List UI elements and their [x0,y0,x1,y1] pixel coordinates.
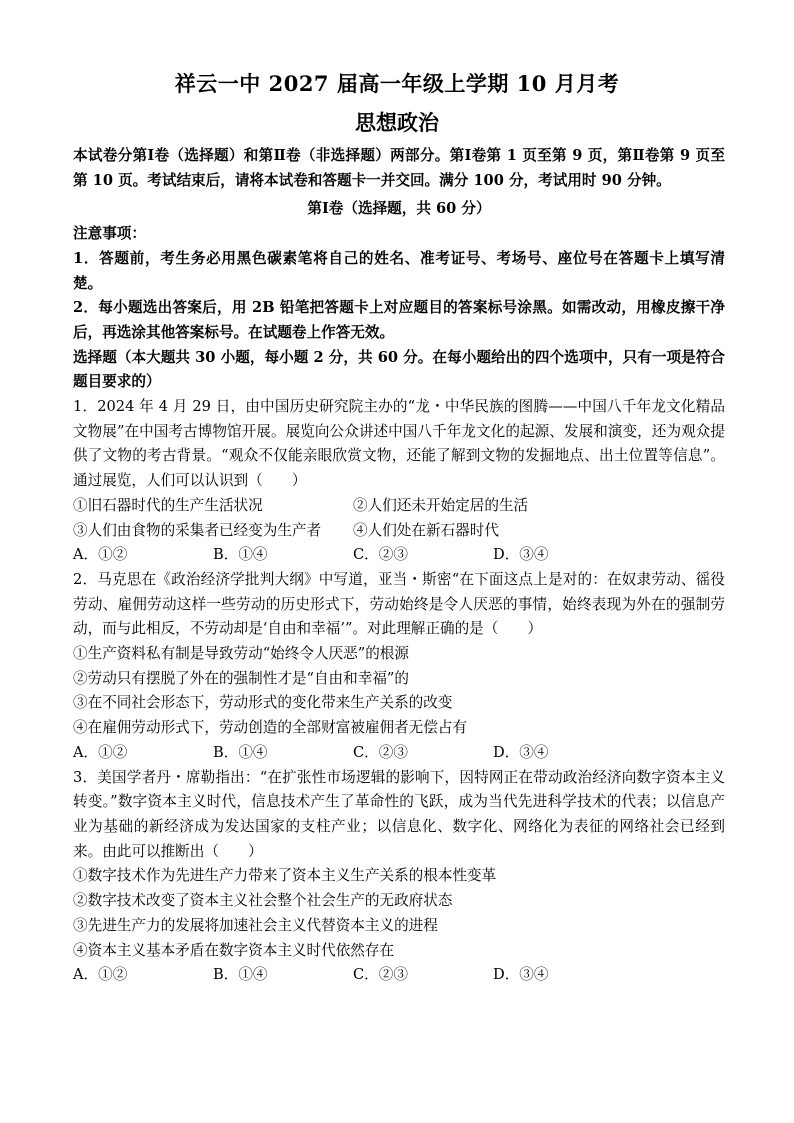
option: ①旧石器时代的生产生活状况 [73,496,263,514]
option: ④资本主义基本矛盾在数字资本主义时代依然存在 [73,941,395,959]
subject-title: 思想政治 [355,110,439,135]
answer-row [73,741,725,766]
notice-item: 1．答题前，考生务必用黑色碳素笔将自己的姓名、准考证号、考场号、座位号在答题卡上填写清楚。 [73,249,725,292]
intro-paragraph: 本试卷分第Ⅰ卷（选择题）和第Ⅱ卷（非选择题）两部分。第Ⅰ卷第 1 页至第 9 页，第Ⅱ卷第 9 页至第 10 页。考试结束后，请将本试卷和答题卡一并交回。满分 100 分，考试用时 90 分钟。 [73,147,725,189]
option: ①生产资料私有制是导致劳动“始终令人厌恶”的根源 [73,645,409,663]
answer-choice: D．③④ [493,966,549,984]
option: ②数字技术改变了资本主义社会整个社会生产的无政府状态 [73,892,453,910]
answer-choice: C．②③ [353,743,408,761]
option-row [73,519,725,544]
answer-choice: B．①④ [213,743,268,761]
question-3 [73,766,725,988]
answer-choice: A．①② [73,743,128,761]
answer-choice: A．①② [73,546,128,564]
question-stem: 3．美国学者丹・席勒指出：“在扩张性市场逻辑的影响下，因特网正在带动政治经济向数字资本主义转变。”数字资本主义时代，信息技术产生了革命性的飞跃，成为当代先进科学技术的代表；以信息产业为基础的新经济成为发达国家的支柱产业；以信息化、数字化、网络化为表征的网络社会已经到来。由此可以推断出（ ） [73,768,725,860]
answer-choice: C．②③ [353,966,408,984]
option: ②人们还未开始定居的生活 [353,496,529,514]
option: ④人们处在新石器时代 [353,521,499,539]
answer-choice: B．①④ [213,546,268,564]
option: ③先进生产力的发展将加速社会主义代替资本主义的进程 [73,916,438,934]
question-2 [73,568,725,766]
answer-row [73,963,725,988]
option-row [73,494,725,519]
option: ①数字技术作为先进生产力带来了资本主义生产关系的根本性变革 [73,867,497,885]
exam-title: 祥云一中 2027 届高一年级上学期 10 月月考 [174,71,620,96]
question-stem: 1．2024 年 4 月 29 日，由中国历史研究院主办的“龙・中华民族的图腾——中国八千年龙文化精品文物展”在中国考古博物馆开展。展览向公众讲述中国八千年龙文化的起源、发展和演变，还为观众提供了文物的考古背景。“观众不仅能亲眼欣赏文物，还能了解到文物的发掘地点、出土位置等信息”。通过展览，人们可以认识到（ ） [73,398,725,490]
answer-choice: D．③④ [493,546,549,564]
notice-heading: 注意事项： [73,225,146,243]
question-1 [73,395,725,568]
answer-choice: A．①② [73,966,128,984]
question-stem: 2．马克思在《政治经济学批判大纲》中写道，亚当・斯密“在下面这点上是对的：在奴隶劳动、徭役劳动、雇佣劳动这样一些劳动的历史形式下，劳动始终是令人厌恶的事情，始终表现为外在的强制劳动，而与此相反，不劳动却是‘自由和幸福’”。对此理解正确的是（ ） [73,570,725,638]
option: ④在雇佣劳动形式下，劳动创造的全部财富被雇佣者无偿占有 [73,719,468,737]
exam-content [73,144,725,988]
answer-choice: D．③④ [493,743,549,761]
choice-heading: 选择题（本大题共 30 小题，每小题 2 分，共 60 分。在每小题给出的四个选项中，只有一项是符合题目要求的） [73,348,725,391]
option: ③在不同社会形态下，劳动形式的变化带来生产关系的改变 [73,694,453,712]
answer-choice: B．①④ [213,966,268,984]
option: ②劳动只有摆脱了外在的强制性才是“自由和幸福”的 [73,669,409,687]
option: ③人们由食物的采集者已经变为生产者 [73,521,322,539]
section-title: 第Ⅰ卷（选择题，共 60 分） [307,200,491,218]
notice-item: 2．每小题选出答案后，用 2B 铅笔把答题卡上对应题目的答案标号涂黑。如需改动，用橡皮擦干净后，再选涂其他答案标号。在试题卷上作答无效。 [73,299,725,341]
answer-choice: C．②③ [353,546,408,564]
answer-row [73,543,725,568]
